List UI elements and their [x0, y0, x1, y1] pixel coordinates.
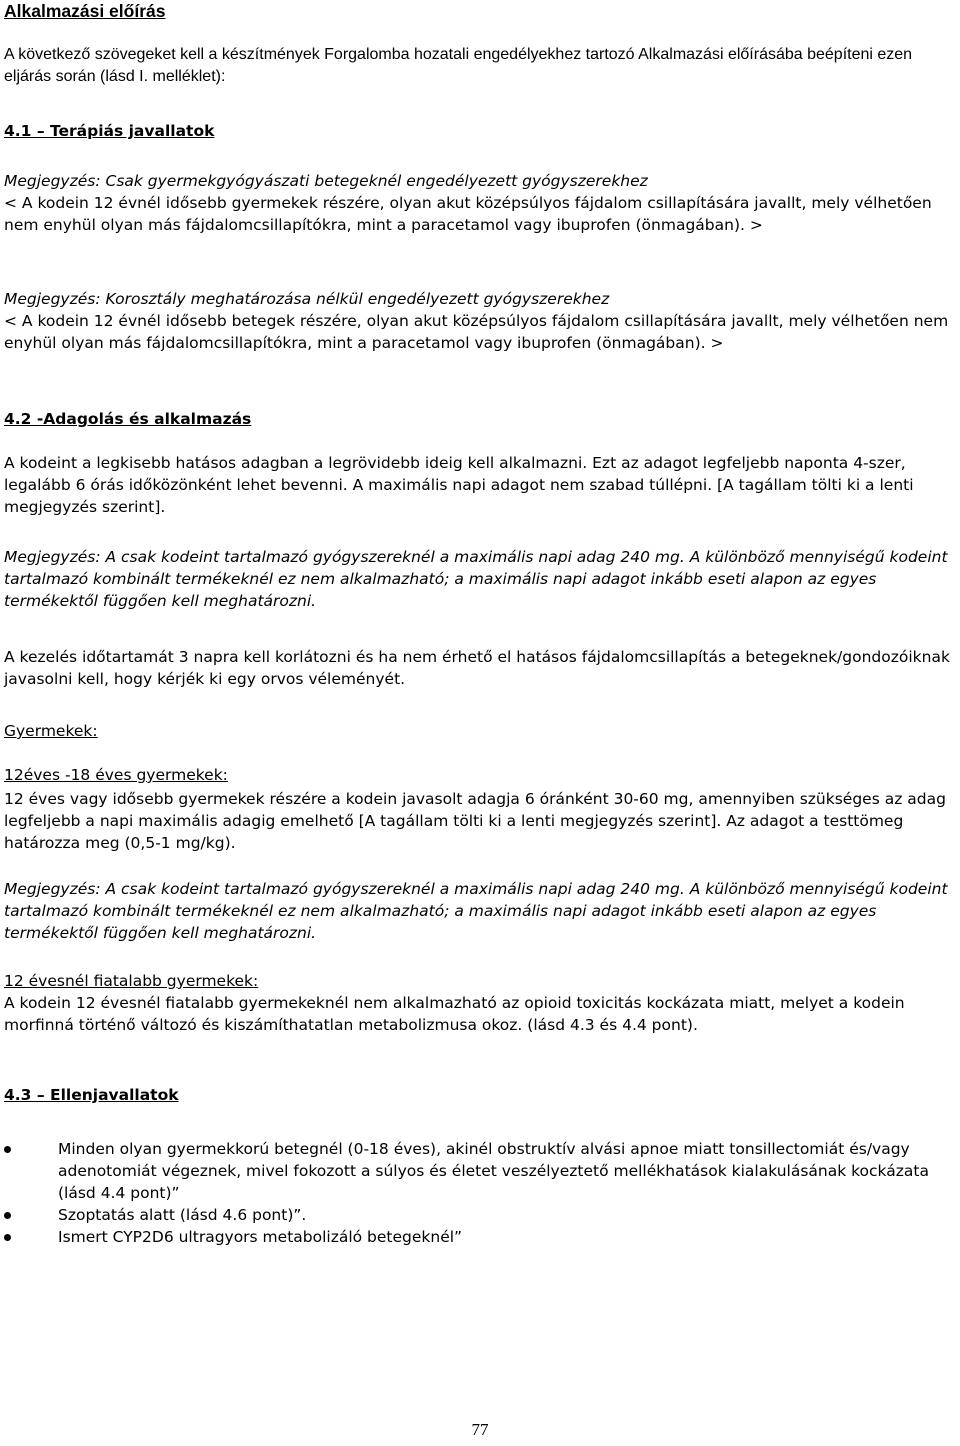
heading-4-1: 4.1 – Terápiás javallatok: [4, 122, 215, 140]
dosage-note-1: Megjegyzés: A csak kodeint tartalmazó gyógyszereknél a maximális napi adag 240 mg. A különböző mennyiségű kodeint tartalmazó kombinált termékeknél ez nem alkalmazható; a maximális napi adagot inkább eseti alapon az egyes termékektől függően kell meghatározni.: [4, 548, 948, 610]
heading-4-2: 4.2 -Adagolás és alkalmazás: [4, 410, 252, 428]
dosage-paragraph: A kodeint a legkisebb hatásos adagban a legrövidebb ideig kell alkalmazni. Ezt az adagot legfeljebb naponta 4-szer, legalább 6 órás időközönként lehet bevenni. A maximális napi adagot nem szabad túllépni. [A tagállam tölti ki a lenti megjegyzés szerint].: [4, 454, 914, 516]
list-item: Minden olyan gyermekkorú betegnél (0-18 éves), akinél obstruktív alvási apnoe miatt tonsillectomiát és/vagy adenotomiát végeznek, mivel fokozott a súlyos és életet veszélyeztető mellékhatások kialakulásának kockázata (lásd 4.4 pont)”: [4, 1138, 956, 1204]
heading-4-3: 4.3 – Ellenjavallatok: [4, 1086, 179, 1104]
indication-general: < A kodein 12 évnél idősebb betegek részére, olyan akut középsúlyos fájdalom csillapítására javallt, mely vélhetően nem enyhül olyan más fájdalomcsillapítókra, mint a paracetamol vagy ibuprofen (önmagában). >: [4, 312, 949, 352]
bullet-icon: [4, 1212, 11, 1219]
under-12-text: A kodein 12 évesnél fiatalabb gyermekeknél nem alkalmazható az opioid toxicitás kockázata miatt, melyet a kodein morfinná történő változó és kiszámíthatatlan metabolizmusa okoz. (lásd 4.3 és 4.4 pont).: [4, 994, 905, 1034]
age-12-18-dosage: 12 éves vagy idősebb gyermekek részére a kodein javasolt adagja 6 óránként 30-60 mg, amennyiben szükséges az adag legfeljebb a napi maximális adagig emelhető [A tagállam tölti ki a lenti megjegyzés szerint]. Az adagot a testtömeg határozza meg (0,5-1 mg/kg).: [4, 790, 946, 852]
contraindication-list: [4, 1138, 956, 1248]
duration-paragraph: A kezelés időtartamát 3 napra kell korlátozni és ha nem érhető el hatásos fájdalomcsillapítás a betegeknek/gondozóiknak javasolni kell, hogy kérjék ki egy orvos véleményét.: [4, 648, 950, 688]
under-12-heading: 12 évesnél fiatalabb gyermekek:: [4, 972, 259, 990]
note-general-label: Megjegyzés: Korosztály meghatározása nélkül engedélyezett gyógyszerekhez: [4, 290, 610, 308]
bullet-icon: [4, 1146, 11, 1153]
page-number: 77: [471, 1420, 489, 1439]
section-title: Alkalmazási előírás: [4, 1, 166, 21]
bullet-icon: [4, 1234, 11, 1241]
intro-paragraph: A következő szövegeket kell a készítmények Forgalomba hozatali engedélyekhez tartozó Alkalmazási előírásába beépíteni ezen eljárás során (lásd I. melléklet):: [4, 46, 913, 85]
list-item: Ismert CYP2D6 ultragyors metabolizáló betegeknél”: [4, 1226, 956, 1248]
dosage-note-2: Megjegyzés: A csak kodeint tartalmazó gyógyszereknél a maximális napi adag 240 mg. A különböző mennyiségű kodeint tartalmazó kombinált termékeknél ez nem alkalmazható; a maximális napi adagot inkább eseti alapon az egyes termékektől függően kell meghatározni.: [4, 880, 948, 942]
note-pediatric-label: Megjegyzés: Csak gyermekgyógyászati betegeknél engedélyezett gyógyszerekhez: [4, 172, 648, 190]
indication-pediatric: < A kodein 12 évnél idősebb gyermekek részére, olyan akut középsúlyos fájdalom csillapítására javallt, mely vélhetően nem enyhül olyan más fájdalomcsillapítókra, mint a paracetamol vagy ibuprofen (önmagában). >: [4, 194, 932, 234]
age-12-18-heading: 12éves -18 éves gyermekek:: [4, 766, 228, 784]
list-item: Szoptatás alatt (lásd 4.6 pont)”.: [4, 1204, 956, 1226]
children-heading: Gyermekek:: [4, 722, 98, 740]
